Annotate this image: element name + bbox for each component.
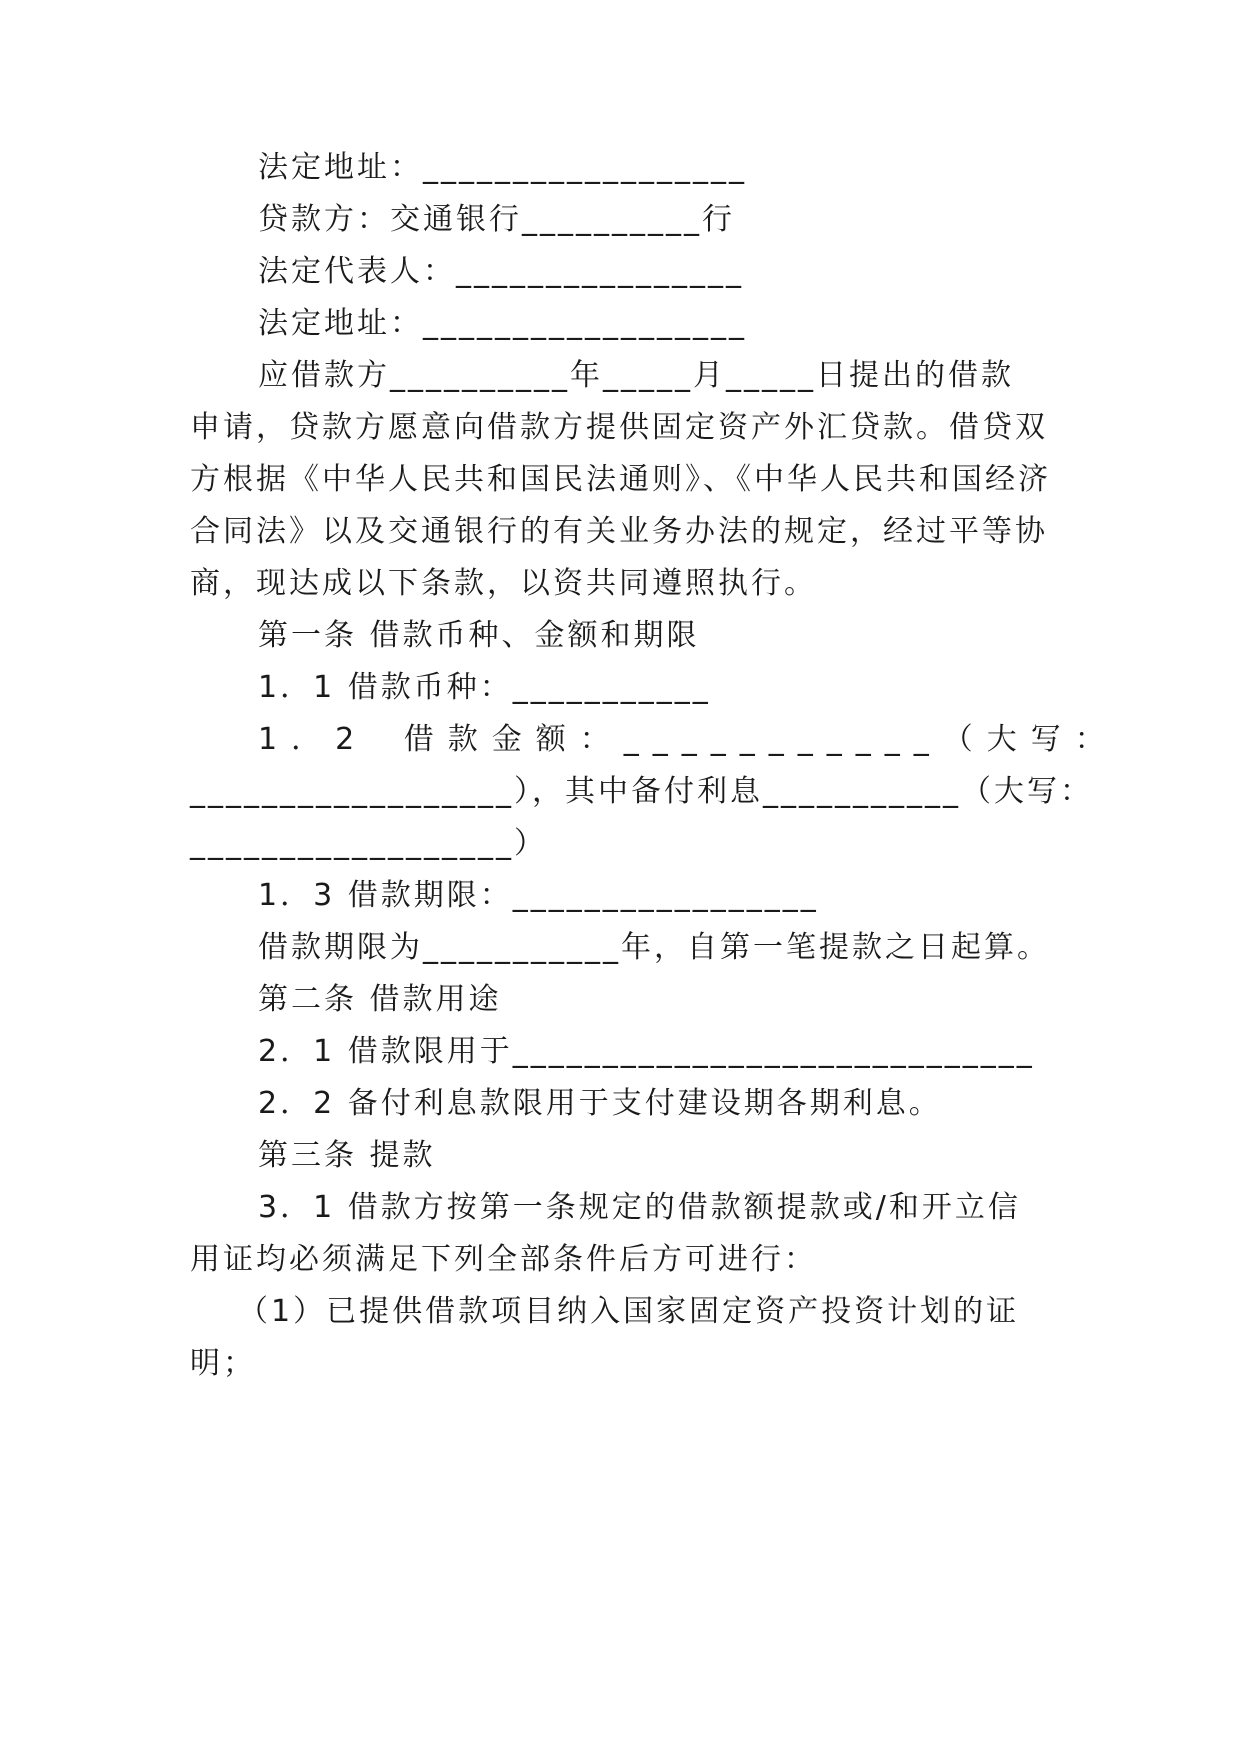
lender-legal-representative: 法定代表人：________________ xyxy=(258,254,744,289)
preamble-line-5: 商，现达成以下条款，以资共同遵照执行。 xyxy=(190,566,817,601)
clause-1-3: 1．3 借款期限：_________________ xyxy=(258,878,819,913)
preamble-line-3: 方根据《中华人民共和国民法通则》、《中华人民共和国经济 xyxy=(190,462,1051,497)
article-1-heading: 第一条 借款币种、金额和期限 xyxy=(258,618,700,653)
clause-2-1: 2．1 借款限用于_____________________________ xyxy=(258,1034,1035,1069)
condition-1-line-2: 明； xyxy=(190,1346,256,1381)
clause-3-1-line-1: 3．1 借款方按第一条规定的借款额提款或/和开立信 xyxy=(258,1190,1021,1225)
clause-2-2: 2．2 备付利息款限用于支付建设期各期利息。 xyxy=(258,1086,942,1121)
article-2-heading: 第二条 借款用途 xyxy=(258,982,502,1017)
preamble-line-2: 申请，贷款方愿意向借款方提供固定资产外汇贷款。借贷双 xyxy=(190,410,1048,445)
clause-1-1: 1．1 借款币种：___________ xyxy=(258,670,711,705)
lender-legal-address: 法定地址：__________________ xyxy=(258,306,747,341)
clause-1-2-line-3: __________________） xyxy=(190,826,547,861)
lender-bank: 贷款方：交通银行__________行 xyxy=(258,202,735,237)
article-3-heading: 第三条 提款 xyxy=(258,1138,436,1173)
clause-3-1-line-2: 用证均必须满足下列全部条件后方可进行： xyxy=(190,1242,817,1277)
clause-1-2-line-1: 1．2 借款金额：___________（大写： xyxy=(258,722,1119,757)
preamble-line-1: 应借款方__________年_____月_____日提出的借款 xyxy=(258,358,1014,393)
borrower-legal-address: 法定地址：__________________ xyxy=(258,150,747,185)
preamble-line-4: 合同法》以及交通银行的有关业务办法的规定，经过平等协 xyxy=(190,514,1048,549)
loan-term-text: 借款期限为___________年，自第一笔提款之日起算。 xyxy=(258,930,1050,965)
condition-1-line-1: （1）已提供借款项目纳入国家固定资产投资计划的证 xyxy=(238,1294,1020,1329)
clause-1-2-line-2: __________________），其中备付利息___________（大写： xyxy=(190,774,1093,809)
